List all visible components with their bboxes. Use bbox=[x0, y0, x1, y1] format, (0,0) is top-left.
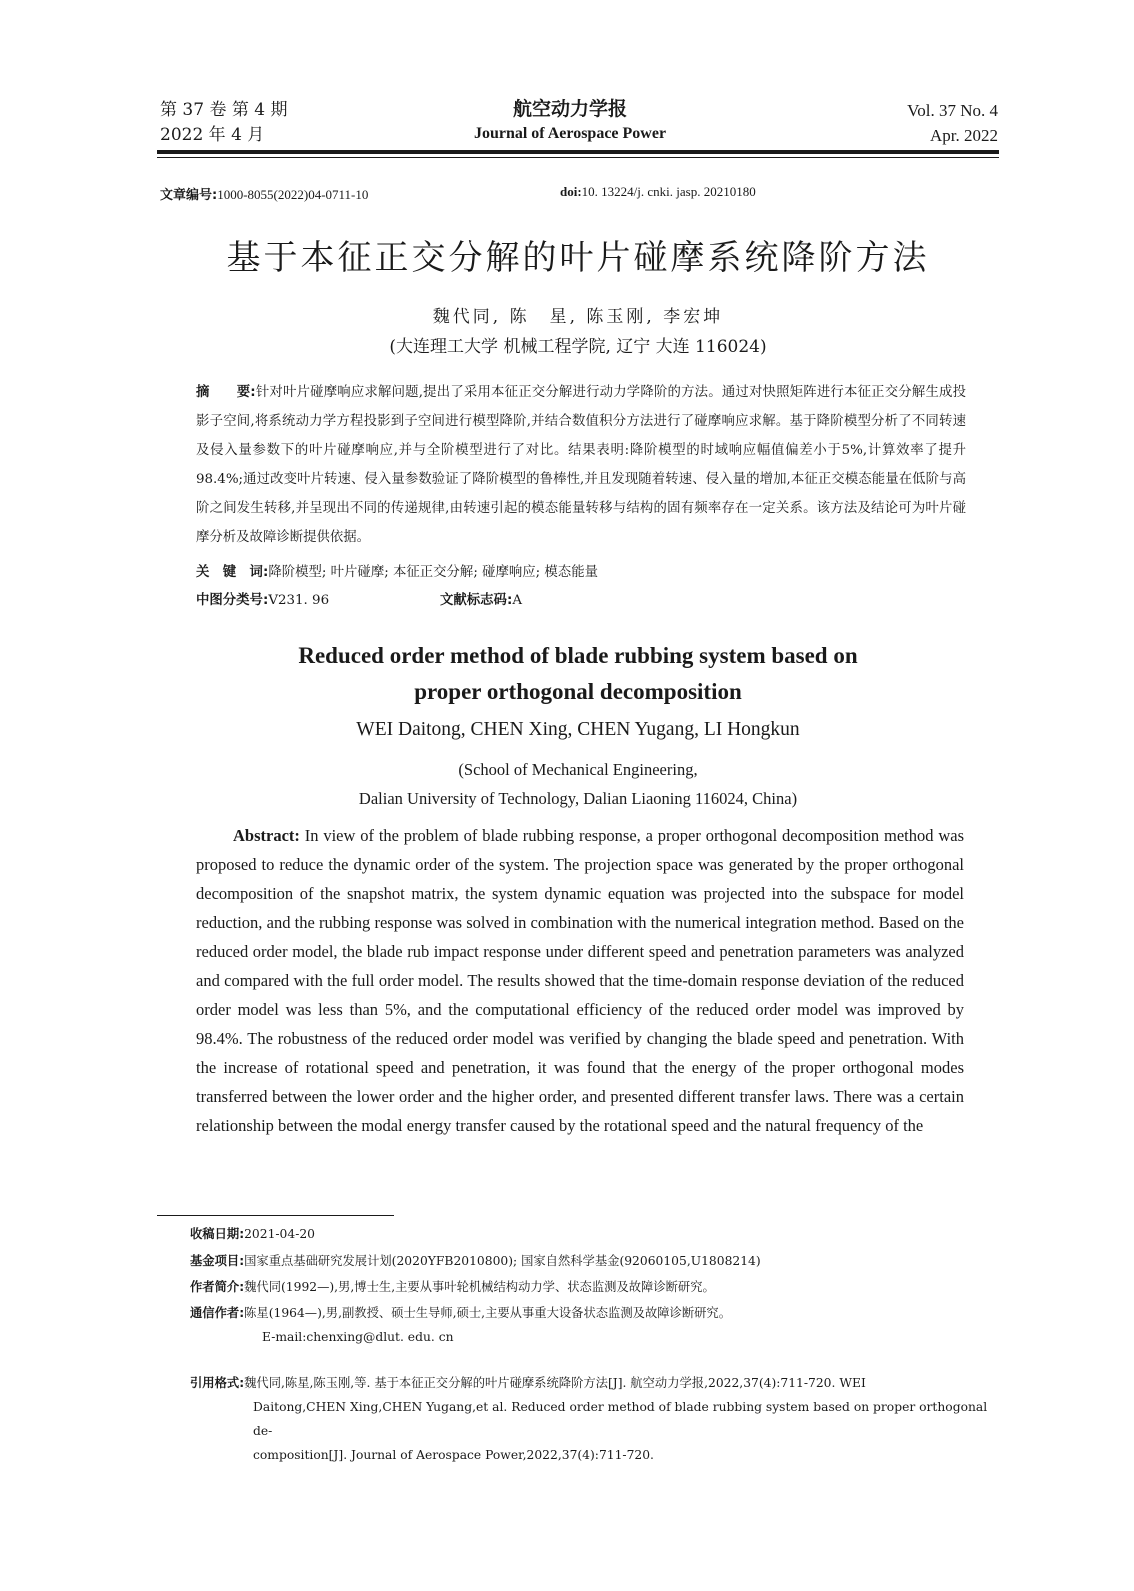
abstract-cn-label: 摘 要: bbox=[196, 385, 256, 400]
author-bio-label: 作者简介: bbox=[190, 1280, 245, 1294]
doi-value[interactable]: 10. 13224/j. cnki. jasp. 20210180 bbox=[581, 184, 756, 199]
citation-block bbox=[190, 1371, 1000, 1467]
header-rule-thin bbox=[157, 157, 999, 158]
classification bbox=[196, 589, 966, 608]
abstract-cn bbox=[196, 378, 966, 552]
received-date: 2021-04-20 bbox=[244, 1227, 316, 1241]
footnote-author-bio bbox=[190, 1279, 1010, 1295]
footnote-corresponding bbox=[190, 1305, 1010, 1321]
volume-issue-cn: 第 37 卷 第 4 期 bbox=[160, 100, 288, 120]
abstract-en bbox=[196, 821, 964, 1140]
affiliation-cn: (大连理工大学 机械工程学院, 辽宁 大连 116024) bbox=[389, 337, 767, 357]
date-cn: 2022 年 4 月 bbox=[160, 125, 265, 145]
footnote-received bbox=[190, 1226, 1010, 1242]
volume-issue-en: Vol. 37 No. 4 bbox=[907, 101, 998, 120]
citation-label: 引用格式: bbox=[190, 1376, 245, 1390]
corresponding-label: 通信作者: bbox=[190, 1306, 245, 1320]
clc-label: 中图分类号: bbox=[196, 593, 269, 608]
doi-label: doi: bbox=[560, 184, 582, 199]
footnote-fund bbox=[190, 1253, 1010, 1269]
authors-en: WEI Daitong, CHEN Xing, CHEN Yugang, LI Hongkun bbox=[356, 719, 800, 740]
affiliation-en bbox=[157, 755, 999, 813]
article-no: 1000-8055(2022)04-0711-10 bbox=[217, 187, 369, 202]
abstract-en-text: In view of the problem of blade rubbing response, a proper orthogonal decomposition method was proposed to reduce the dynamic order of the system. The projection space was generated by the proper orthogonal decomposition of the snapshot matrix, the system dynamic equation was projected into the subspace for model reduction, and the rubbing response was solved in combination with the numerical integration method. Based on the reduced order model, the blade rub impact response under different speed and penetration parameters was analyzed and compared with the full order model. The results showed that the time-domain response deviation of the reduced order model was less than 5%, and the computational efficiency of the reduced order model was improved by 98.4%. The robustness of the reduced order model was verified by changing the blade speed and penetration. With the increase of rotational speed and penetration, it was found that the energy of the proper orthogonal modes transferred between the lower order and the higher order, and presented different transfer laws. There was a certain relationship between the modal energy transfer caused by the rotational speed and the natural frequency of the bbox=[196, 826, 964, 1135]
title-en-line1: Reduced order method of blade rubbing system based on bbox=[298, 643, 858, 668]
affiliation-en-line2: Dalian University of Technology, Dalian Liaoning 116024, China) bbox=[358, 789, 798, 808]
footnote-rule bbox=[157, 1215, 394, 1216]
keywords-cn-text: 降阶模型; 叶片碰摩; 本征正交分解; 碰摩响应; 模态能量 bbox=[268, 565, 598, 580]
abstract-cn-text: 针对叶片碰摩响应求解问题,提出了采用本征正交分解进行动力学降阶的方法。通过对快照矩阵进行本征正交分解生成投影子空间,将系统动力学方程投影到子空间进行模型降阶,并结合数值积分方法进行了碰摩响应求解。基于降阶模型分析了不同转速及侵入量参数下的叶片碰摩响应,并与全阶模型进行了对比。结果表明:降阶模型的时域响应幅值偏差小于5%,计算效率了提升98.4%;通过改变叶片转速、侵入量参数验证了降阶模型的鲁棒性,并且发现随着转速、侵入量的增加,本征正交模态能量在低阶与高阶之间发生转移,并呈现出不同的传递规律,由转速引起的模态能量转移与结构的固有频率存在一定关系。该方法及结论可为叶片碰摩分析及故障诊断提供依据。 bbox=[196, 385, 966, 545]
article-no-label: 文章编号: bbox=[160, 188, 218, 203]
journal-name-cn: 航空动力学报 bbox=[512, 98, 627, 120]
doc-code-label: 文献标志码: bbox=[440, 593, 513, 608]
doc-code-value: A bbox=[512, 593, 522, 608]
article-meta bbox=[160, 184, 1000, 203]
date-en: Apr. 2022 bbox=[930, 126, 998, 145]
doi-block bbox=[560, 184, 756, 200]
email-link[interactable]: E-mail:chenxing@dlut. edu. cn bbox=[262, 1330, 454, 1344]
citation-line3: composition[J]. Journal of Aerospace Power,2022,37(4):711-720. bbox=[253, 1448, 654, 1462]
abstract-en-label: Abstract: bbox=[233, 826, 300, 845]
affiliation-en-line1: (School of Mechanical Engineering, bbox=[458, 760, 698, 779]
authors-cn: 魏代同, 陈 星, 陈玉刚, 李宏坤 bbox=[432, 307, 724, 327]
citation-line1: 魏代同,陈星,陈玉刚,等. 基于本征正交分解的叶片碰摩系统降阶方法[J]. 航空动力学报,2022,37(4):711-720. WEI bbox=[244, 1376, 866, 1390]
journal-name bbox=[380, 96, 760, 146]
title-en-line2: proper orthogonal decomposition bbox=[414, 679, 742, 704]
keywords-cn bbox=[196, 561, 966, 580]
paper-title-cn: 基于本征正交分解的叶片碰摩系统降阶方法 bbox=[226, 238, 930, 278]
issue-info-en bbox=[907, 98, 998, 148]
author-bio-text: 魏代同(1992—),男,博士生,主要从事叶轮机械结构动力学、状态监测及故障诊断研究。 bbox=[244, 1280, 715, 1294]
received-label: 收稿日期: bbox=[190, 1227, 245, 1241]
header-rule-thick bbox=[157, 150, 999, 154]
issue-info bbox=[160, 98, 287, 148]
corresponding-text: 陈星(1964—),男,副教授、硕士生导师,硕士,主要从事重大设备状态监测及故障诊断研究。 bbox=[244, 1306, 732, 1320]
keywords-cn-label: 关 键 词: bbox=[196, 565, 269, 580]
journal-name-en: Journal of Aerospace Power bbox=[473, 125, 667, 142]
fund-text: 国家重点基础研究发展计划(2020YFB2010800); 国家自然科学基金(92060105,U1808214) bbox=[244, 1254, 761, 1268]
fund-label: 基金项目: bbox=[190, 1254, 245, 1268]
doc-code bbox=[440, 589, 522, 608]
clc-value: V231. 96 bbox=[268, 593, 330, 608]
citation-line2: Daitong,CHEN Xing,CHEN Yugang,et al. Reduced order method of blade rubbing system based on proper orthogonal de- bbox=[253, 1400, 988, 1438]
paper-title-en bbox=[157, 638, 999, 710]
